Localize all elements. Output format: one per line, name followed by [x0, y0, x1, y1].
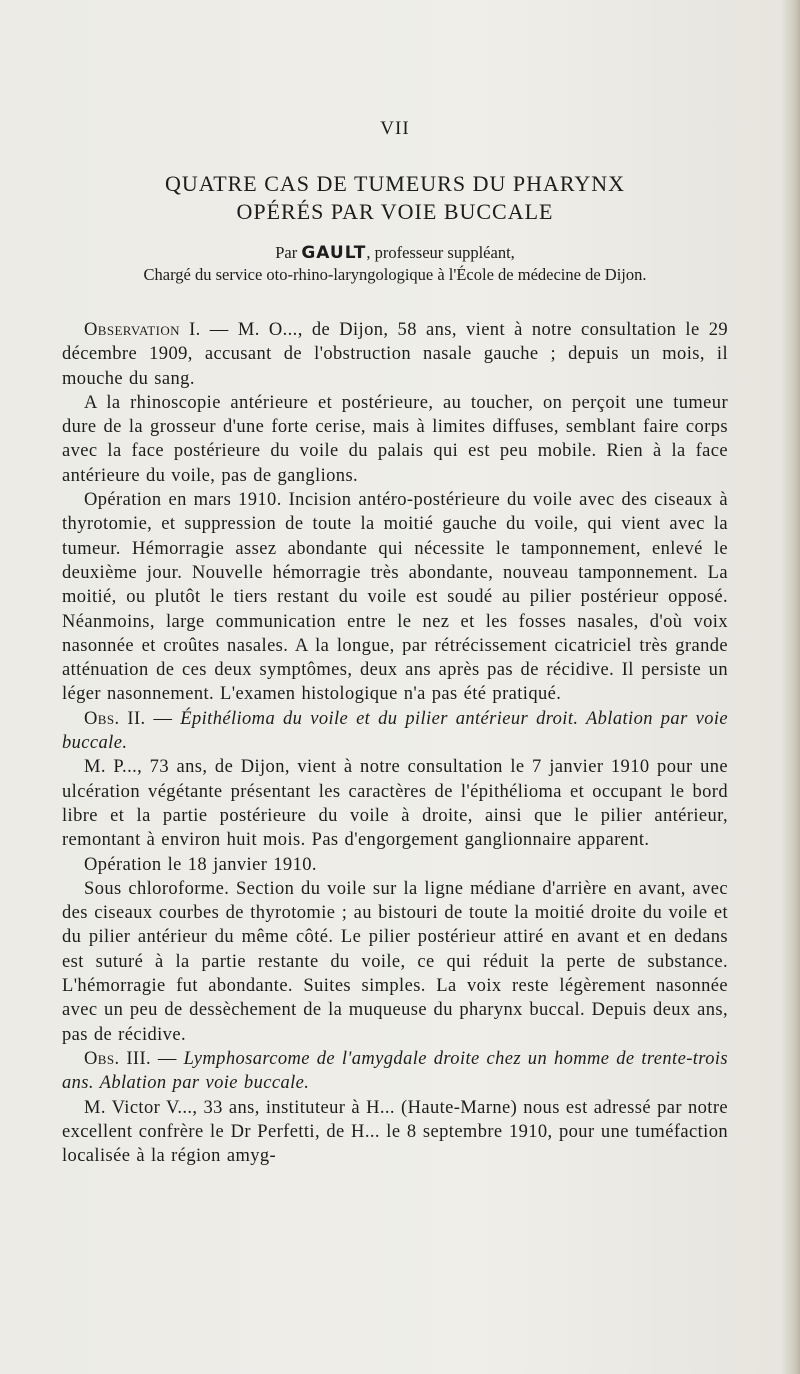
observation-2-title: Épithélioma du voile et du pilier antérieur droit. Ablation par voie buccale. — [62, 708, 728, 754]
observation-3-label: Obs. III. — [84, 1048, 152, 1069]
paragraph: A la rhinoscopie antérieure et postérieure, au toucher, on perçoit une tumeur dure de la grosseur d'une forte cerise, mais à limites diffuses, semblant faire corps avec la face postérieure du voile du palais qui est peu mobile. Rien à la face antérieure du voile, pas de ganglions. — [62, 392, 728, 486]
observation-2-dash: — — [145, 708, 181, 729]
observation-1-text: — M. O..., de Dijon, 58 ans, vient à notre consultation le 29 décembre 1909, accusant de l'obstruction nasale gauche ; depuis un mois, il mouche du sang. — [62, 320, 728, 389]
paragraph: Sous chloroforme. Section du voile sur la ligne médiane d'arrière en avant, avec des ciseaux courbes de thyrotomie ; au bistouri de toute la moitié droite du voile et du pilier antérieur du même côté. Le pilier postérieur attiré en avant et en dedans est suturé à la partie restante du voile, ce qui réduit la perte de substance. L'hémorragie fut abondante. Suites simples. La voix reste légèrement nasonnée avec un peu de dessèchement de la muqueuse du pharynx buccal. Depuis deux ans, pas de récidive. — [62, 878, 728, 1045]
article-body — [62, 318, 728, 1168]
observation-1-label: Observation I. — [84, 320, 201, 340]
byline-par: Par — [275, 243, 302, 262]
title-line-2: OPÉRÉS PAR VOIE BUCCALE — [236, 199, 554, 224]
document-content — [62, 0, 728, 1168]
author-name: GAULT — [301, 243, 367, 263]
observation-3-heading — [62, 1047, 728, 1096]
observation-2-heading — [62, 707, 728, 756]
observation-1-paragraph — [62, 318, 728, 391]
observation-3-dash: — — [151, 1048, 184, 1069]
author-affiliation: Chargé du service oto-rhino-laryngologique à l'École de médecine de Dijon. — [143, 265, 647, 284]
title-line-1: QUATRE CAS DE TUMEURS DU PHARYNX — [164, 171, 626, 196]
chapter-number: VII — [380, 118, 410, 139]
observation-2-label: Obs. II. — [84, 708, 146, 729]
observation-3-title: Lymphosarcome de l'amygdale droite chez un homme de trente-trois ans. Ablation par voie buccale. — [62, 1048, 729, 1094]
article-title — [62, 170, 728, 226]
byline — [62, 242, 728, 286]
paragraph: M. P..., 73 ans, de Dijon, vient à notre consultation le 7 janvier 1910 pour une ulcération végétante présentant les caractères de l'épithélioma et occupant le bord libre et la partie postérieure du voile à droite, ainsi que le pilier antérieur, remontant à environ huit mois. Pas d'engorgement ganglionnaire apparent. — [62, 757, 728, 851]
author-role: , professeur suppléant, — [366, 243, 515, 262]
paragraph: M. Victor V..., 33 ans, instituteur à H... (Haute-Marne) nous est adressé par notre excellent confrère le Dr Perfetti, de H... le 8 septembre 1910, pour une tuméfaction localisée à la région amyg- — [62, 1097, 728, 1167]
paragraph: Opération le 18 janvier 1910. — [84, 854, 317, 875]
paragraph: Opération en mars 1910. Incision antéro-postérieure du voile avec des ciseaux à thyrotomie, et suppression de toute la moitié gauche du voile, qui vient avec la tumeur. Hémorragie assez abondante qui nécessite le tamponnement, enlevé le deuxième jour. Nouvelle hémorragie très abondante, nouveau tamponnement. La moitié, ou plutôt le tiers restant du voile est soudé au pilier postérieur opposé. Néanmoins, large communication entre le nez et les fosses nasales, d'où voix nasonnée et croûtes nasales. A la longue, par rétrécissement cicatriciel très grande atténuation de ces deux symptômes, deux ans après pas de récidive. Il persiste un léger nasonnement. L'examen histologique n'a pas été pratiqué. — [62, 490, 728, 705]
byline-author-line — [62, 242, 728, 264]
page-edge — [782, 0, 800, 1374]
